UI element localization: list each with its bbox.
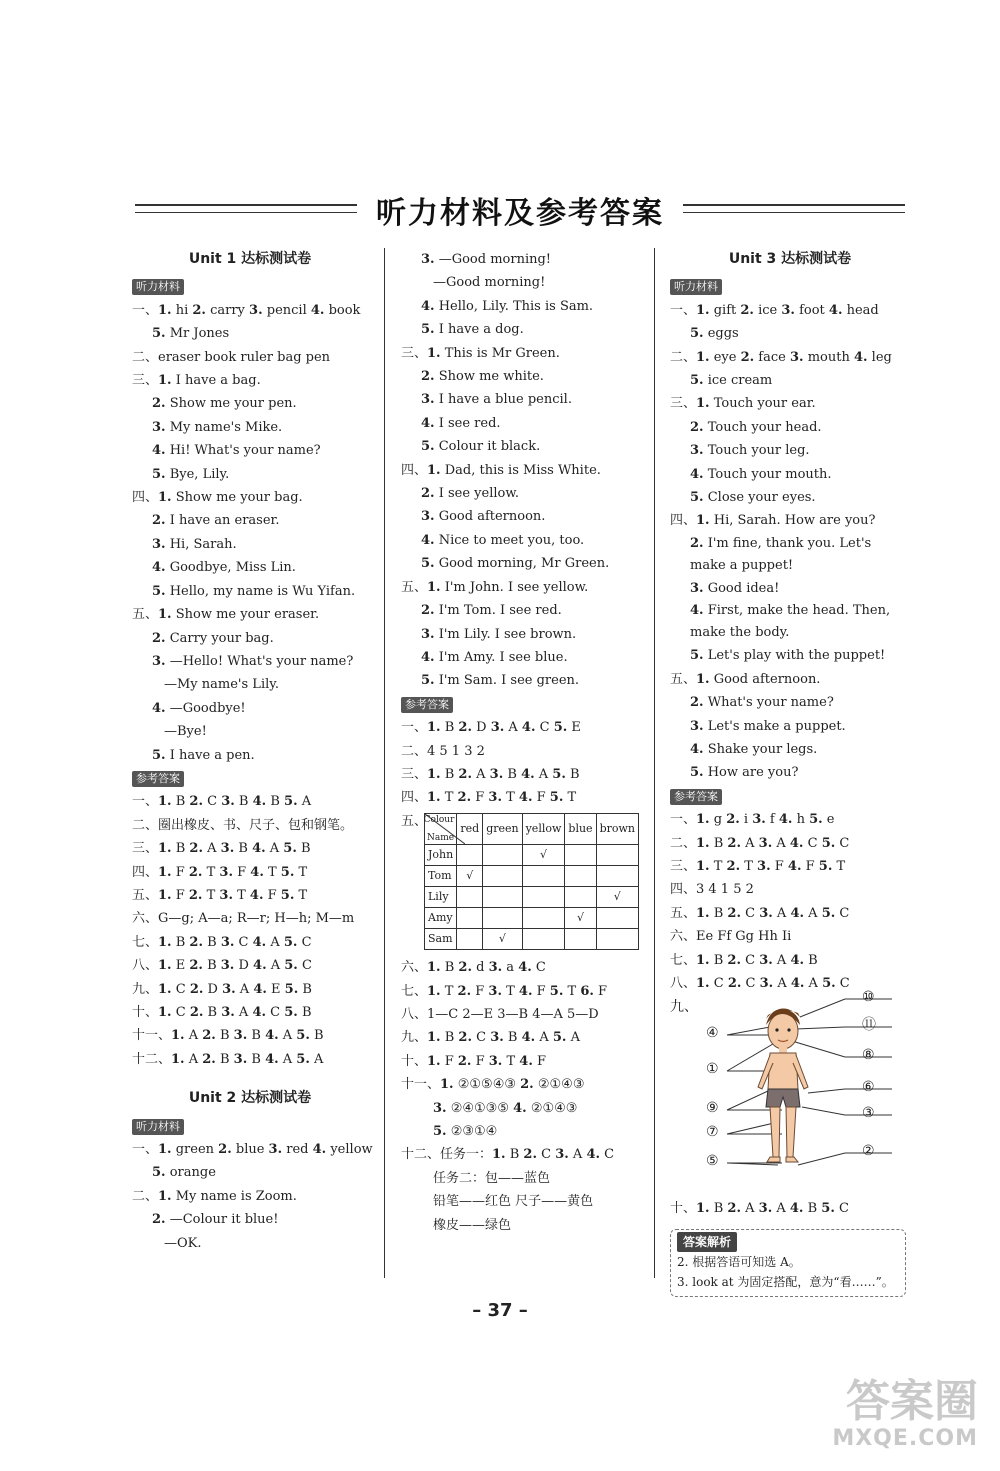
check-cell — [457, 845, 483, 866]
table-row — [425, 908, 639, 929]
text-line: 铅笔——红色 尺子——黄色 — [433, 1194, 594, 1210]
text-line: 五、1. I'm John. I see yellow. — [401, 579, 589, 595]
text-line: 十、1. F 2. F 3. T 4. F — [401, 1053, 547, 1069]
text-line: 六、Ee Ff Gg Hh Ii — [670, 929, 792, 945]
text-line: —Good morning! — [433, 275, 546, 291]
text-line: 5. orange — [152, 1165, 216, 1181]
text-line: 七、1. B 2. C 3. A 4. B — [670, 952, 818, 968]
unit3-answer-badge: 参考答案 — [670, 789, 722, 805]
check-cell — [483, 908, 522, 929]
table-row — [425, 929, 639, 950]
text-line: 十二、1. A 2. B 3. B 4. A 5. A — [132, 1051, 324, 1067]
check-cell — [522, 929, 565, 950]
table-row — [425, 887, 639, 908]
watermark-logo-text: 答案圈 — [846, 1376, 978, 1427]
colour-header-cell: green — [483, 814, 522, 845]
unit3-listening-badge: 听力材料 — [670, 279, 722, 295]
text-line: 2. Show me your pen. — [152, 396, 297, 412]
figure-left-label: ① — [706, 1061, 719, 1078]
check-cell — [565, 929, 596, 950]
text-line: 5. eggs — [690, 326, 739, 342]
check-cell: √ — [483, 929, 522, 950]
title-rule-right — [683, 204, 905, 213]
body-parts-figure — [670, 989, 910, 1197]
text-line: 八、1. C 2. C 3. A 4. A 5. C — [670, 975, 850, 991]
text-line: 十二、任务一：1. B 2. C 3. A 4. C — [401, 1147, 615, 1163]
text-line: 4. Hello, Lily. This is Sam. — [421, 298, 594, 314]
text-line: 3. —Hello! What's your name? — [152, 653, 354, 669]
text-line: 2. I'm Tom. I see red. — [421, 603, 562, 619]
colour-table — [424, 813, 639, 950]
text-line: 5. Hello, my name is Wu Yifan. — [152, 583, 356, 599]
text-line: 五、1. Show me your eraser. — [132, 607, 320, 623]
check-cell — [483, 887, 522, 908]
text-line: 4. Goodbye, Miss Lin. — [152, 560, 296, 576]
unit2-listening-list — [132, 1138, 373, 1255]
student-name-cell: Sam — [425, 929, 457, 950]
text-line: 3. Let's make a puppet. — [690, 718, 846, 734]
text-line: 四、1. F 2. T 3. F 4. T 5. T — [132, 864, 308, 880]
unit2-listening-cont — [401, 248, 639, 693]
text-line: 四、1. Show me your bag. — [132, 490, 303, 506]
text-line: 5. Mr Jones — [152, 326, 230, 342]
text-line: 2. I'm fine, thank you. Let's make a puppet! — [690, 535, 872, 573]
corner-colour-label: Colour — [423, 815, 455, 826]
text-line: 二、1. B 2. A 3. A 4. C 5. C — [670, 835, 850, 851]
answer-analysis-title: 答案解析 — [677, 1232, 737, 1252]
text-line: 3. I'm Lily. I see brown. — [421, 626, 577, 642]
text-line: 三、1. B 2. A 3. B 4. A 5. B — [401, 766, 580, 782]
text-line: 四、1. Dad, this is Miss White. — [401, 462, 601, 478]
text-line: 六、1. B 2. d 3. a 4. C — [401, 960, 546, 976]
check-cell — [483, 866, 522, 887]
unit3-title: Unit 3 达标测试卷 — [728, 251, 852, 267]
analysis-line: 3. look at 为固定搭配，意为“看……”。 — [677, 1274, 894, 1289]
check-cell — [522, 887, 565, 908]
text-line: 4. Touch your mouth. — [690, 466, 832, 482]
unit1-answer-badge: 参考答案 — [132, 771, 184, 787]
text-line: 2. I have an eraser. — [152, 513, 280, 529]
figure-right-label: ⑩ — [862, 989, 875, 1006]
text-line: 3. ②④①③⑤ 4. ②①④③ — [433, 1100, 578, 1116]
figure-label: 九、 — [670, 999, 698, 1016]
unit2-answer-list-top — [401, 716, 639, 810]
text-line: 5. Close your eyes. — [690, 490, 816, 506]
check-cell — [522, 908, 565, 929]
text-line: 七、1. T 2. F 3. T 4. F 5. T 6. F — [401, 983, 608, 999]
unit2-listening-badge: 听力材料 — [132, 1119, 184, 1135]
unit3-listening-list — [670, 299, 910, 785]
check-cell: √ — [596, 887, 638, 908]
text-line: 一、1. B 2. C 3. B 4. B 5. A — [132, 794, 312, 810]
column-2 — [401, 248, 639, 1237]
page-title: 听力材料及参考答案 — [376, 196, 664, 231]
colour-header-cell: blue — [565, 814, 596, 845]
figure-right-label: ③ — [862, 1105, 875, 1122]
figure-left-label: ⑦ — [706, 1124, 719, 1141]
check-cell — [565, 845, 596, 866]
text-line: 五、1. Good afternoon. — [670, 671, 821, 687]
text-line: 5. I'm Sam. I see green. — [421, 673, 580, 689]
text-line: 九、1. C 2. D 3. A 4. E 5. B — [132, 981, 312, 997]
text-line: 二、圈出橡皮、书、尺子、包和钢笔。 — [132, 817, 354, 833]
text-line: 任务二：包——蓝色 — [433, 1170, 551, 1186]
text-line: —My name's Lily. — [164, 677, 280, 693]
table-row — [425, 866, 639, 887]
check-cell: √ — [457, 866, 483, 887]
text-line: —Bye! — [164, 724, 207, 740]
text-line: 2. What's your name? — [690, 695, 834, 711]
colour-header-cell: yellow — [522, 814, 565, 845]
text-line: 3. Good afternoon. — [421, 509, 546, 525]
text-line: 3. —Good morning! — [421, 252, 552, 267]
column-divider-1 — [384, 248, 385, 1278]
text-line: 5. ②③①④ — [433, 1124, 498, 1139]
text-line: 十一、1. ②①⑤④③ 2. ②①④③ — [401, 1077, 585, 1093]
text-line: 5. Colour it black. — [421, 439, 541, 455]
text-line: 4. First, make the head. Then, make the body. — [690, 603, 891, 641]
analysis-line: 2. 根据答语可知选 A。 — [677, 1254, 801, 1269]
unit1-answer-list — [132, 790, 368, 1071]
text-line: 二、4 5 1 3 2 — [401, 743, 485, 759]
page-header — [135, 188, 905, 232]
text-line: 三、1. This is Mr Green. — [401, 345, 560, 361]
student-name-cell: Amy — [425, 908, 457, 929]
text-line: 4. Hi! What's your name? — [152, 443, 321, 459]
text-line: 二、eraser book ruler bag pen — [132, 349, 331, 365]
text-line: 4. I'm Amy. I see blue. — [421, 649, 568, 665]
answer-analysis-box — [670, 1229, 906, 1297]
unit1-title: Unit 1 达标测试卷 — [188, 251, 312, 267]
column-1 — [132, 248, 373, 1255]
check-cell — [596, 845, 638, 866]
unit1-listening-list — [132, 299, 368, 767]
check-cell — [457, 887, 483, 908]
check-cell — [457, 908, 483, 929]
text-line: 3. Hi, Sarah. — [152, 536, 237, 552]
student-name-cell: Lily — [425, 887, 457, 908]
text-line: 五、1. F 2. T 3. T 4. F 5. T — [132, 887, 308, 903]
text-line: 八、1. E 2. B 3. D 4. A 5. C — [132, 958, 312, 974]
unit3-answer-list — [670, 808, 910, 995]
text-line: 三、1. B 2. A 3. B 4. A 5. B — [132, 841, 311, 857]
column-divider-2 — [654, 248, 655, 1278]
text-line: 一、1. green 2. blue 3. red 4. yellow — [132, 1142, 373, 1158]
text-line: 2. —Colour it blue! — [152, 1212, 279, 1228]
text-line: 3. My name's Mike. — [152, 419, 283, 435]
column-3 — [670, 248, 910, 1297]
colour-table-header — [425, 814, 639, 845]
figure-right-label: ② — [862, 1143, 875, 1160]
text-line: 3. Touch your leg. — [690, 443, 810, 459]
text-line: 九、1. B 2. C 3. B 4. A 5. A — [401, 1030, 580, 1046]
unit2-answer-list-bottom — [401, 956, 639, 1237]
text-line: 一、1. g 2. i 3. f 4. h 5. e — [670, 812, 835, 828]
text-line: 2. Show me white. — [421, 369, 544, 385]
table-row — [425, 845, 639, 866]
watermark-url: MXQE.COM — [832, 1426, 978, 1451]
unit3-answer-list-after — [670, 1197, 910, 1220]
text-line: 3. Good idea! — [690, 580, 780, 596]
text-line: 3. I have a blue pencil. — [421, 392, 572, 408]
text-line: 5. Good morning, Mr Green. — [421, 556, 610, 572]
colour-header-cell: red — [457, 814, 483, 845]
table-corner — [425, 814, 457, 845]
page-number: – 37 – — [472, 1300, 528, 1321]
check-cell — [596, 929, 638, 950]
colour-header-cell: brown — [596, 814, 638, 845]
student-name-cell: Tom — [425, 866, 457, 887]
text-line: 5. ice cream — [690, 373, 773, 389]
unit1-listening-badge: 听力材料 — [132, 279, 184, 295]
check-cell — [457, 929, 483, 950]
figure-left-label: ⑨ — [706, 1100, 719, 1117]
text-line: 三、1. Touch your ear. — [670, 396, 816, 412]
figure-left-label: ⑤ — [706, 1153, 719, 1170]
text-line: 十、1. C 2. B 3. A 4. C 5. B — [132, 1005, 312, 1020]
unit2-answer-badge: 参考答案 — [401, 697, 453, 713]
text-line: 十、1. B 2. A 3. A 4. B 5. C — [670, 1201, 849, 1217]
check-cell — [483, 845, 522, 866]
text-line: 4. —Goodbye! — [152, 700, 246, 716]
text-line: 2. Carry your bag. — [152, 630, 274, 646]
check-cell — [596, 866, 638, 887]
check-cell: √ — [522, 845, 565, 866]
figure-right-label: ⑧ — [862, 1047, 875, 1064]
check-cell — [565, 866, 596, 887]
text-line: 4. Nice to meet you, too. — [421, 532, 585, 548]
text-line: 四、1. T 2. F 3. T 4. F 5. T — [401, 790, 577, 806]
text-line: 5. Bye, Lily. — [152, 466, 230, 482]
student-name-cell: John — [425, 845, 457, 866]
text-line: 三、1. I have a bag. — [132, 373, 261, 389]
table-label: 五、 — [401, 813, 428, 829]
text-line: 三、1. T 2. T 3. F 4. F 5. T — [670, 858, 846, 874]
text-line: 七、1. B 2. B 3. C 4. A 5. C — [132, 934, 312, 950]
text-line: 4. I see red. — [421, 415, 501, 431]
figure-right-label: ⑪ — [862, 1017, 876, 1034]
text-line: 一、1. B 2. D 3. A 4. C 5. E — [401, 720, 581, 736]
text-line: 二、1. My name is Zoom. — [132, 1188, 297, 1204]
check-cell — [522, 866, 565, 887]
text-line: —OK. — [164, 1235, 202, 1251]
text-line: 一、1. hi 2. carry 3. pencil 4. book — [132, 302, 361, 318]
text-line: 2. Touch your head. — [690, 419, 822, 435]
text-line: 2. I see yellow. — [421, 486, 520, 502]
check-cell — [596, 908, 638, 929]
text-line: 5. I have a pen. — [152, 747, 255, 763]
corner-name-label: Name — [427, 833, 455, 844]
text-line: 四、1. Hi, Sarah. How are you? — [670, 513, 876, 529]
figure-left-label: ④ — [706, 1025, 719, 1042]
text-line: 5. I have a dog. — [421, 322, 524, 338]
text-line: 5. How are you? — [690, 765, 799, 781]
text-line: 4. Shake your legs. — [690, 741, 818, 757]
figure-right-label: ⑥ — [862, 1079, 875, 1096]
text-line: 四、3 4 1 5 2 — [670, 882, 754, 898]
text-line: 5. Let's play with the puppet! — [690, 648, 886, 664]
text-line: 橡皮——绿色 — [433, 1217, 512, 1233]
text-line: 一、1. gift 2. ice 3. foot 4. head — [670, 302, 879, 318]
text-line: 二、1. eye 2. face 3. mouth 4. leg — [670, 349, 892, 365]
check-cell — [565, 887, 596, 908]
text-line: 五、1. B 2. C 3. A 4. A 5. C — [670, 905, 850, 921]
check-cell: √ — [565, 908, 596, 929]
text-line: 六、G—g; A—a; R—r; H—h; M—m — [132, 911, 355, 927]
site-watermark — [832, 1378, 978, 1451]
unit2-title: Unit 2 达标测试卷 — [188, 1090, 312, 1107]
text-line: 八、1—C 2—E 3—B 4—A 5—D — [401, 1006, 599, 1022]
text-line: 十一、1. A 2. B 3. B 4. A 5. B — [132, 1028, 324, 1044]
